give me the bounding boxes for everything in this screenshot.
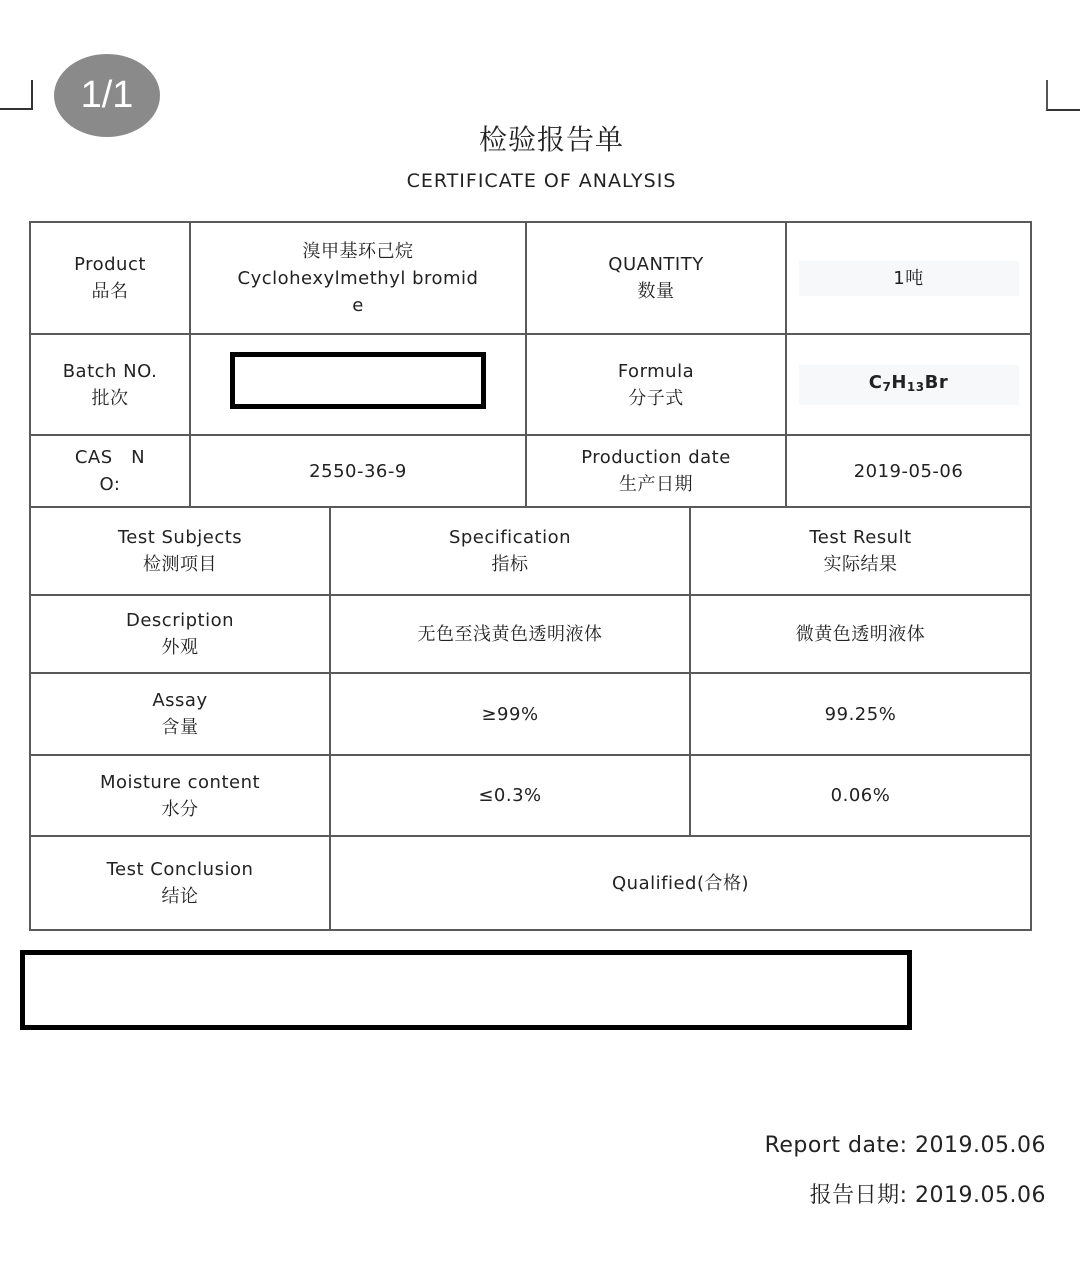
header-test-result-cn: 实际结果 xyxy=(823,554,898,575)
test-results-table xyxy=(29,506,1032,931)
cas-value: 2550-36-9 xyxy=(190,435,526,507)
conclusion-label-cell xyxy=(30,836,330,930)
test-subject-cn: 水分 xyxy=(161,798,199,820)
conclusion-label-cn: 结论 xyxy=(161,886,199,907)
report-date-en: Report date: 2019.05.06 xyxy=(764,1133,1046,1158)
test-subject-en: Moisture content xyxy=(99,771,261,793)
specification-value: ≤0.3% xyxy=(330,755,690,836)
batch-value-cell xyxy=(190,334,526,435)
formula-carbon-count: 7 xyxy=(882,379,892,394)
product-name-cell xyxy=(190,222,526,334)
conclusion-value: Qualified(合格) xyxy=(330,836,1031,930)
page-indicator: 1/1 xyxy=(54,54,160,137)
quantity-label-en: QUANTITY xyxy=(608,254,704,275)
production-date-label-cn: 生产日期 xyxy=(619,474,693,495)
header-test-subjects-en: Test Subjects xyxy=(117,527,243,548)
test-header-row xyxy=(30,507,1031,595)
batch-label-en: Batch NO. xyxy=(62,360,158,382)
table-row xyxy=(30,595,1031,673)
redaction-box-signature xyxy=(20,950,912,1030)
result-value: 99.25% xyxy=(690,673,1031,755)
quantity-label-cell xyxy=(526,222,786,334)
formula-label-en: Formula xyxy=(617,360,695,382)
cas-label-line1: CAS N xyxy=(74,447,146,468)
table-row xyxy=(30,755,1031,836)
product-label-cell xyxy=(30,222,190,334)
quantity-value-cell xyxy=(786,222,1031,334)
redaction-box-batch xyxy=(230,352,486,409)
batch-label-cell xyxy=(30,334,190,435)
product-label-en: Product xyxy=(74,254,146,275)
report-date-cn: 报告日期: 2019.05.06 xyxy=(809,1183,1046,1208)
production-date-label-cell xyxy=(526,435,786,507)
product-name-en-line2: e xyxy=(352,294,364,316)
test-subject-cell xyxy=(30,755,330,836)
header-test-result-en: Test Result xyxy=(809,527,912,548)
batch-label-cn: 批次 xyxy=(91,387,129,409)
formula-carbon: C xyxy=(868,371,883,393)
test-subject-cn: 含量 xyxy=(161,717,199,738)
product-name-en-line1: Cyclohexylmethyl bromid xyxy=(237,267,479,289)
header-test-subjects-cn: 检测项目 xyxy=(143,554,217,575)
document-title-cn: 检验报告单 xyxy=(478,123,624,156)
formula-hydrogen: H xyxy=(891,371,907,393)
test-subject-cell xyxy=(30,673,330,755)
production-date-value: 2019-05-06 xyxy=(786,435,1031,507)
info-row-product xyxy=(30,222,1031,334)
document-title-en: CERTIFICATE OF ANALYSIS xyxy=(406,170,677,192)
product-info-table xyxy=(29,221,1032,508)
formula-label-cn: 分子式 xyxy=(628,387,684,409)
page-corner-mark-right xyxy=(1046,80,1080,111)
result-value: 微黄色透明液体 xyxy=(690,595,1031,673)
header-test-subjects xyxy=(30,507,330,595)
quantity-value: 1吨 xyxy=(799,261,1019,296)
test-subject-en: Description xyxy=(125,610,234,631)
specification-value: 无色至浅黄色透明液体 xyxy=(330,595,690,673)
product-name-cn: 溴甲基环己烷 xyxy=(302,240,414,262)
header-specification-en: Specification xyxy=(448,527,572,548)
formula-value-cell xyxy=(786,334,1031,435)
header-specification-cn: 指标 xyxy=(491,554,529,575)
formula-bromine: Br xyxy=(924,371,949,393)
table-row xyxy=(30,673,1031,755)
product-label-cn: 品名 xyxy=(91,281,129,302)
production-date-label-en: Production date xyxy=(581,447,731,468)
info-row-cas xyxy=(30,435,1031,507)
formula-label-cell xyxy=(526,334,786,435)
cas-label-line2: O: xyxy=(99,474,121,495)
formula-hydrogen-count: 13 xyxy=(906,379,925,394)
test-subject-cn: 外观 xyxy=(161,637,199,658)
info-row-batch xyxy=(30,334,1031,435)
conclusion-label-en: Test Conclusion xyxy=(106,859,254,880)
cas-label-cell xyxy=(30,435,190,507)
result-value: 0.06% xyxy=(690,755,1031,836)
test-subject-en: Assay xyxy=(152,690,208,711)
conclusion-row xyxy=(30,836,1031,930)
header-specification xyxy=(330,507,690,595)
header-test-result xyxy=(690,507,1031,595)
test-subject-cell xyxy=(30,595,330,673)
page-corner-mark-left xyxy=(0,80,33,110)
formula-value xyxy=(799,365,1019,405)
specification-value: ≥99% xyxy=(330,673,690,755)
quantity-label-cn: 数量 xyxy=(637,281,675,302)
